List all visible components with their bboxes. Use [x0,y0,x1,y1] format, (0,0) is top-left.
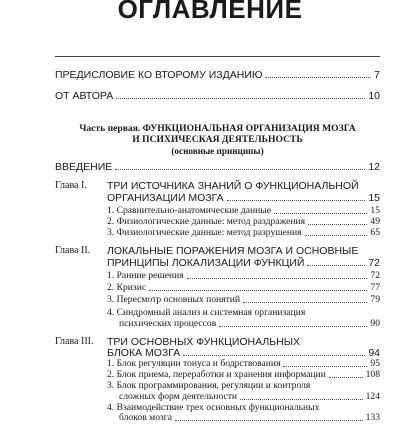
part-one-subtitle: (основные принципы) [171,146,264,156]
entry-page: 90 [370,318,380,329]
chapter-title-line1: ТРИ ИСТОЧНИКА ЗНАНИЙ О ФУНКЦИОНАЛЬНОЙ [107,180,359,192]
leader-dots [115,169,365,170]
entry-title-cont: сложных форм деятельности [119,391,238,402]
entry-page: 108 [365,369,380,380]
toc-entry-section[interactable] [107,318,380,330]
entry-page: 72 [370,270,380,281]
entry-title: 1. Ранние решения [107,270,184,281]
entry-page: 65 [370,227,380,238]
entry-page: 49 [370,216,380,227]
toc-entry-chapter-2[interactable] [107,257,380,269]
entry-title-cont: блоков мозга [119,412,172,423]
leader-dots [183,355,365,356]
entry-page: 124 [365,391,380,402]
chapter-title-line2: ОРГАНИЗАЦИИ МОЗГА [107,192,224,204]
entry-page: 77 [370,282,380,293]
entry-page: 7 [374,69,380,81]
entry-title: 1. Блок регуляции тонуса и бодрствования [107,358,281,369]
leader-dots [305,235,368,236]
leader-dots [175,420,363,421]
leader-dots [227,200,366,201]
leader-dots [274,213,367,214]
leader-dots [283,366,367,367]
entry-title: 2. Блок приема, переработки и хранения информации [107,369,326,380]
entry-page: 79 [370,294,380,305]
chapter-title-line2: БЛОКА МОЗГА [107,347,181,359]
leader-dots [219,326,367,327]
toc-entry-section[interactable] [107,294,380,306]
toc-entry-author[interactable] [55,90,380,102]
entry-title: 2. Кризис [107,282,147,293]
toc-entry-chapter-1[interactable] [107,192,380,204]
leader-dots [116,98,365,99]
chapter-title-line1: ЛОКАЛЬНЫЕ ПОРАЖЕНИЯ МОЗГА И ОСНОВНЫЕ [107,245,359,257]
leader-dots [187,278,368,279]
toc-entry-section[interactable] [107,270,380,282]
section-title-line1: 3. Блок программирования, регуляции и контроля [107,380,311,391]
toc-entry-section[interactable] [107,412,380,424]
leader-dots [265,77,371,78]
leader-dots [329,377,363,378]
toc-entry-preface[interactable] [55,69,380,81]
chapter-label: Глава II. [55,245,91,256]
entry-title: 3. Пересмотр основных понятий [107,294,241,305]
entry-page: 133 [365,412,380,423]
entry-page: 94 [368,347,380,359]
entry-title: ОТ АВТОРА [55,90,114,102]
part-one-title-line2: И ПСИХИЧЕСКАЯ ДЕЯТЕЛЬНОСТЬ [132,134,303,145]
entry-page: 72 [368,257,380,269]
entry-title: 3. Физиологические данные: метод разрушения [107,227,302,238]
top-rule [55,56,380,57]
entry-title: ПРЕДИСЛОВИЕ КО ВТОРОМУ ИЗДАНИЮ [55,69,263,81]
toc-entry-intro[interactable] [55,161,380,173]
entry-page: 95 [370,358,380,369]
toc-heading: ОГЛАВЛЕНИЕ [117,0,303,24]
entry-page: 12 [368,161,380,173]
section-title-line1: 4. Взаимодействие трех основных функциональных [107,402,320,413]
chapter-label: Глава III. [55,336,94,347]
toc-entry-section[interactable] [107,282,380,294]
entry-title-cont: психических процессов [119,318,217,329]
chapter-title-line1: ТРИ ОСНОВНЫХ ФУНКЦИОНАЛЬНЫХ [107,336,301,348]
chapter-label: Глава I. [55,180,87,191]
entry-title: 2. Физиологические данные: метод раздражения [107,216,306,227]
part-one-title-line1: Часть первая. ФУНКЦИОНАЛЬНАЯ ОРГАНИЗАЦИЯ МОЗГА [79,123,356,134]
entry-page: 15 [368,192,380,204]
entry-page: 15 [370,205,380,216]
leader-dots [308,224,367,225]
leader-dots [240,399,363,400]
toc-entry-section[interactable] [107,227,380,239]
section-title-line1: 4. Синдромный анализ и системная организация [107,307,306,318]
entry-page: 10 [368,90,380,102]
leader-dots [307,265,365,266]
entry-title: 1. Сравнительно-анатомические данные [107,205,272,216]
leader-dots [149,290,367,291]
leader-dots [243,302,367,303]
chapter-title-line2: ПРИНЦИПЫ ЛОКАЛИЗАЦИИ ФУНКЦИЙ [107,257,305,269]
entry-title: ВВЕДЕНИЕ [55,161,113,173]
